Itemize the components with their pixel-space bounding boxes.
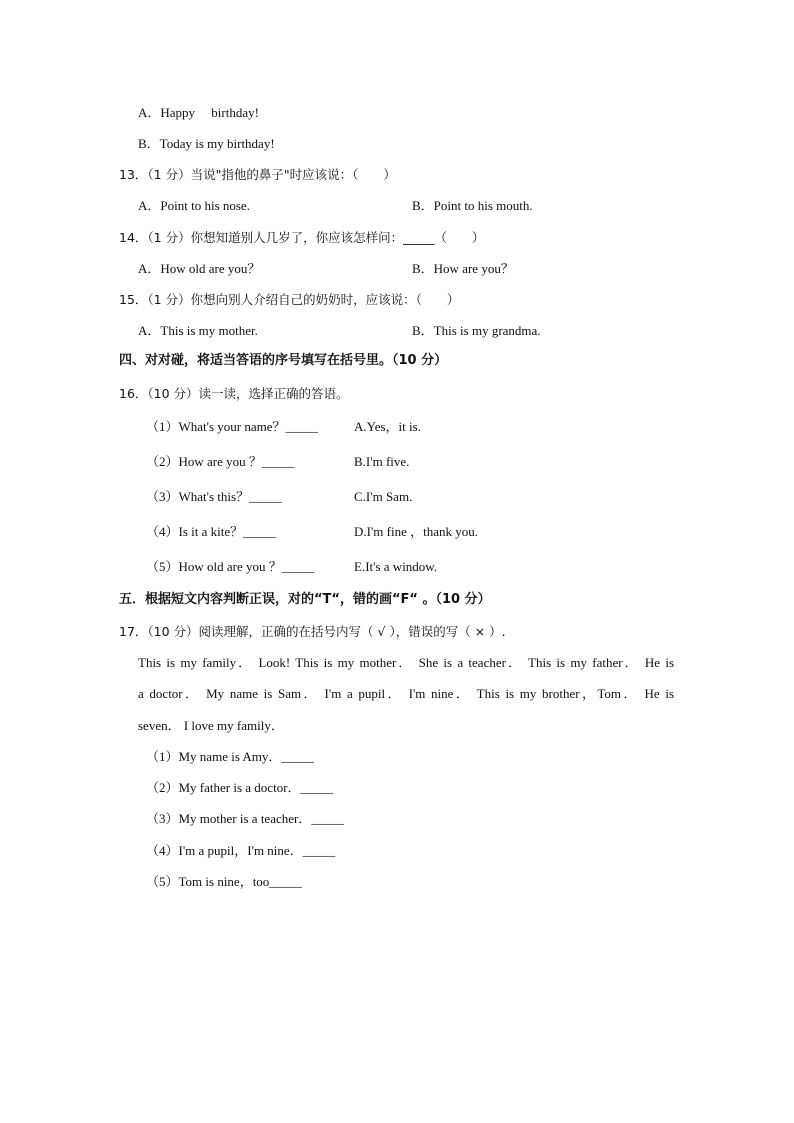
q17-statement-4: （4）I'm a pupil，I'm nine．_____ <box>146 843 336 858</box>
q16-answer-d: D.I'm fine ，thank you. <box>354 524 479 539</box>
q15-option-b: B．This is my grandma. <box>412 323 541 338</box>
q17-statement-3: （3）My mother is a teacher．_____ <box>146 811 344 826</box>
q14-stem: 14．（1 分）你想知道别人几岁了，你应该怎样问：_____（ ） <box>119 230 485 245</box>
q17-statement-2: （2）My father is a doctor．_____ <box>146 780 334 795</box>
q15-option-a: A．This is my mother. <box>138 323 258 338</box>
q13-option-b: B．Point to his mouth. <box>412 198 533 213</box>
q14-option-a: A．How old are you？ <box>138 261 261 276</box>
q17-passage-line-2: a doctor． My name is Sam． I'm a pupil． I'm nine． This is my brother，Tom． He is <box>138 686 674 701</box>
q13-option-a: A．Point to his nose. <box>138 198 250 213</box>
q17-statement-5: （5）Tom is nine，too_____ <box>146 874 302 889</box>
q16-question-3: （3）What's this？_____ <box>146 489 282 504</box>
q17-passage-line-3: seven． I love my family． <box>138 718 284 733</box>
q13-stem: 13．（1 分）当说"指他的鼻子"时应该说：（ ） <box>119 167 396 182</box>
section-5-heading: 五．根据短文内容判断正误，对的“T“，错的画“F“ 。（10 分） <box>119 592 491 607</box>
q16-question-5: （5）How old are you ？_____ <box>146 559 315 574</box>
q17-stem: 17．（10 分）阅读理解，正确的在括号内写（ √ ），错误的写（ × ）. <box>119 624 506 639</box>
q17-statement-1: （1）My name is Amy．_____ <box>146 749 314 764</box>
q15-stem: 15．（1 分）你想向别人介绍自己的奶奶时，应该说：（ ） <box>119 292 460 307</box>
q16-answer-e: E.It's a window. <box>354 559 438 574</box>
q16-stem: 16．（10 分）读一读，选择正确的答语。 <box>119 386 349 401</box>
q12-option-a: A．Happy birthday! <box>138 105 259 120</box>
q16-question-4: （4）Is it a kite？_____ <box>146 524 276 539</box>
q16-question-2: （2）How are you ？_____ <box>146 454 295 469</box>
q17-passage-line-1: This is my family． Look! This is my mother． She is a teacher． This is my father． He is <box>138 655 674 670</box>
section-4-heading: 四、对对碰，将适当答语的序号填写在括号里。（10 分） <box>119 353 448 368</box>
q16-answer-c: C.I'm Sam. <box>354 489 413 504</box>
q16-answer-b: B.I'm five. <box>354 454 410 469</box>
q16-answer-a: A.Yes，it is. <box>354 419 421 434</box>
q12-option-b: B．Today is my birthday! <box>138 136 275 151</box>
q16-question-1: （1）What's your name？_____ <box>146 419 319 434</box>
q14-option-b: B．How are you？ <box>412 261 514 276</box>
